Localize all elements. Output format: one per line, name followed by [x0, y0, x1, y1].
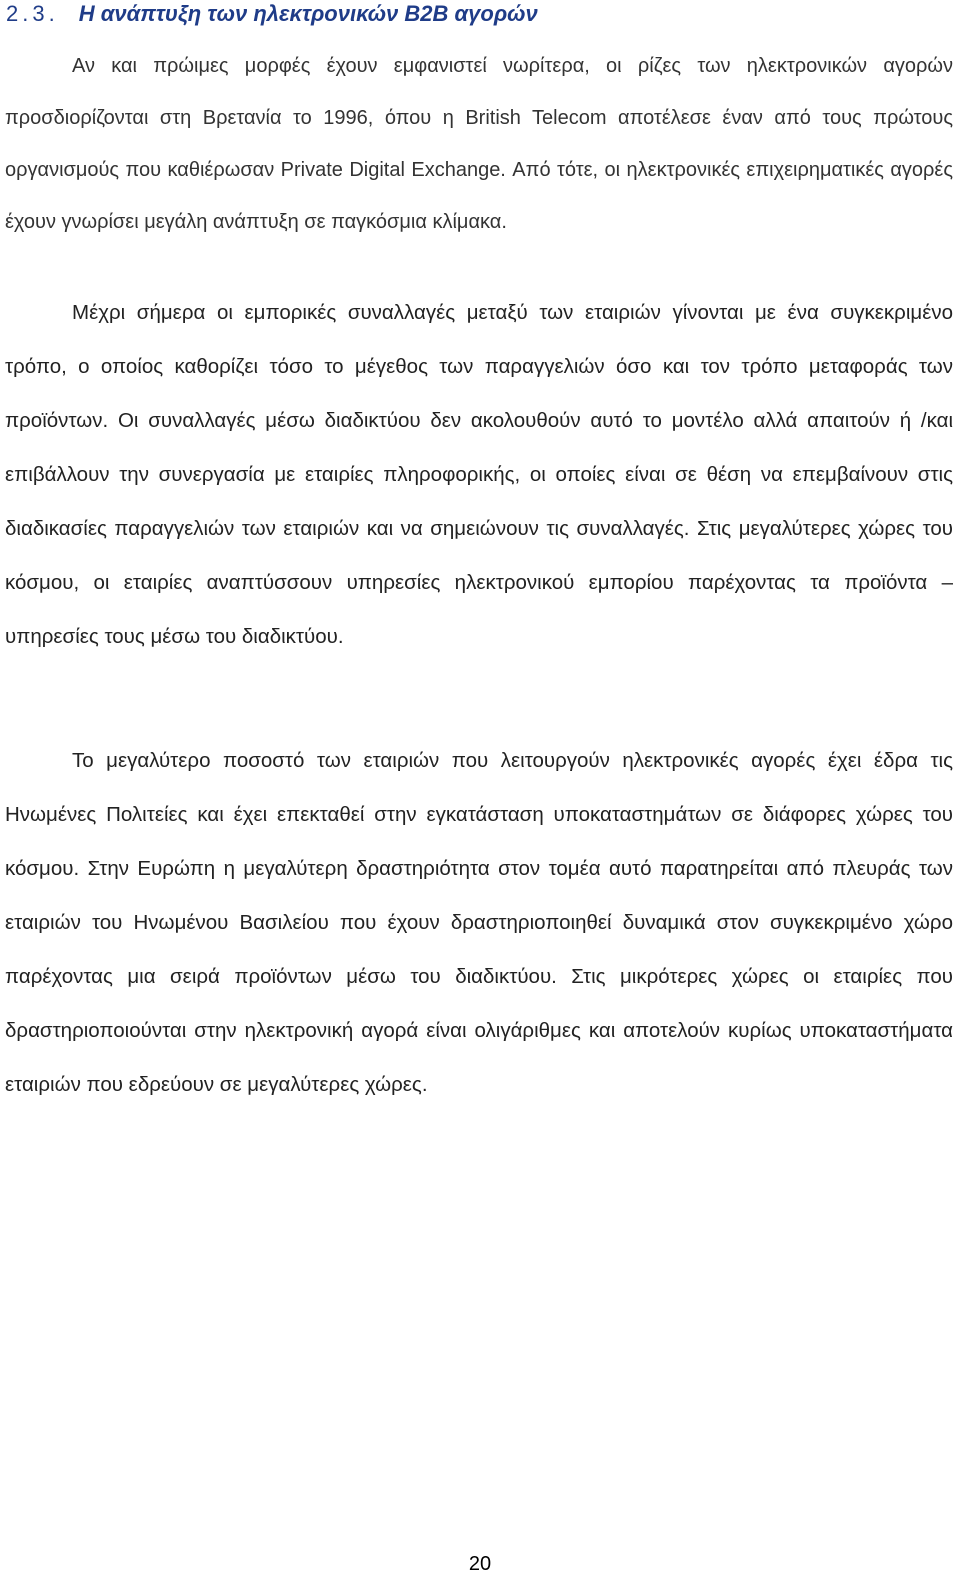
paragraph-3-text: Το μεγαλύτερο ποσοστό των εταιριών που λειτουργούν ηλεκτρονικές αγορές έχει έδρα τις Ηνωμένες Πολιτείες και έχει επεκταθεί στην εγκατάσταση υποκαταστημάτων σε διάφορες χώρες του κόσμου. Στην Ευρώπη η μεγαλύτερη δραστηριότητα στον τομέα αυτό παρατηρείται από πλευράς των εταιριών του Ηνωμένου Βασιλείου που έχουν δραστηριοποιηθεί δυναμικά στον συγκεκριμένο χώρο παρέχοντας μια σειρά προϊόντων μέσω του διαδικτύου. Στις μικρότερες χώρες οι εταιρίες που δραστηριοποιούνται στην ηλεκτρονική αγορά είναι ολιγάριθμες και αποτελούν κυρίως υποκαταστήματα εταιριών που εδρεύουν σε μεγαλύτερες χώρες. [5, 749, 953, 1096]
section-title: Η ανάπτυξη των ηλεκτρονικών B2B αγορών [78, 1, 538, 26]
paragraph-2-text: Μέχρι σήμερα οι εμπορικές συναλλαγές μεταξύ των εταιριών γίνονται με ένα συγκεκριμένο τρόπο, ο οποίος καθορίζει τόσο το μέγεθος των παραγγελιών όσο και τον τρόπο μεταφοράς των προϊόντων. Οι συναλλαγές μέσω διαδικτύου δεν ακολουθούν αυτό το μοντέλο αλλά απαιτούν ή /και επιβάλλουν την συνεργασία με εταιρίες πληροφορικής, οι οποίες είναι σε θέση να επεμβαίνουν στις διαδικασίες παραγγελιών των εταιριών και να σημειώνουν τις συναλλαγές. Στις μεγαλύτερες χώρες του κόσμου, οι εταιρίες αναπτύσσουν υπηρεσίες ηλεκτρονικού εμπορίου παρέχοντας τα προϊόντα – υπηρεσίες τους μέσω του διαδικτύου. [5, 301, 953, 648]
paragraph-3 [5, 734, 953, 1112]
section-heading [6, 0, 956, 28]
section-number: 2.3. [6, 1, 59, 26]
page-number: 20 [468, 1553, 492, 1575]
paragraph-2 [5, 286, 953, 664]
paragraph-1 [5, 40, 953, 248]
paragraph-1-text: Αν και πρώιμες μορφές έχουν εμφανιστεί νωρίτερα, οι ρίζες των ηλεκτρονικών αγορών προσδιορίζονται στη Βρετανία το 1996, όπου η British Telecom αποτέλεσε έναν από τους πρώτους οργανισμούς που καθιέρωσαν Private Digital Exchange. Από τότε, οι ηλεκτρονικές επιχειρηματικές αγορές έχουν γνωρίσει μεγάλη ανάπτυξη σε παγκόσμια κλίμακα. [5, 55, 953, 233]
